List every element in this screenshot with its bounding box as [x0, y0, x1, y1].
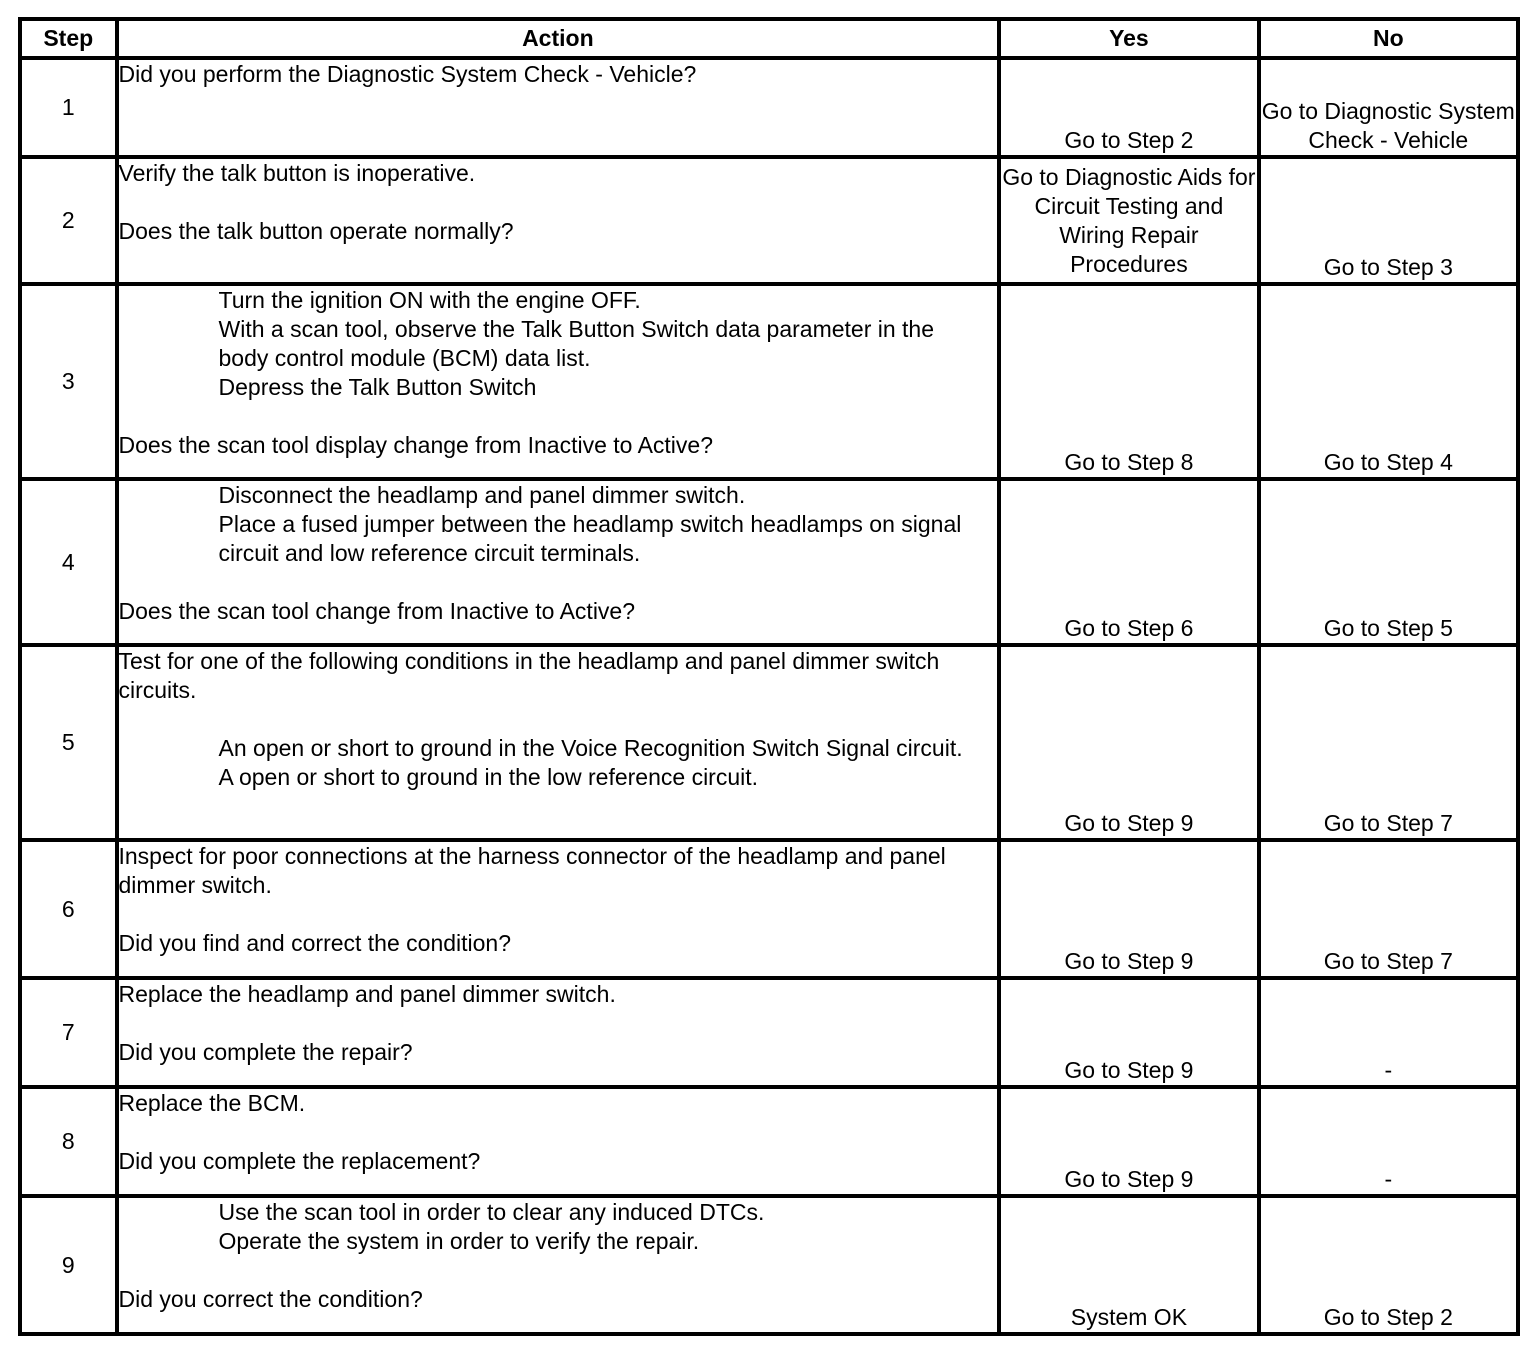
action-question: Does the scan tool display change from Inactive to Active? [118, 432, 713, 458]
action-cell [117, 479, 1000, 645]
table-row [20, 840, 1518, 978]
action-line: Test for one of the following conditions in the headlamp and panel dimmer switch circuits. [118, 648, 946, 703]
step-number: 6 [20, 840, 117, 978]
yes-cell: System OK [999, 1196, 1258, 1334]
no-cell: - [1259, 978, 1518, 1087]
table-row [20, 1196, 1518, 1334]
step-number: 3 [20, 284, 117, 479]
action-cell [117, 157, 1000, 284]
action-question: Did you complete the replacement? [118, 1148, 481, 1174]
table-row [20, 978, 1518, 1087]
action-cell [117, 840, 1000, 978]
no-cell: Go to Step 7 [1259, 645, 1518, 840]
yes-cell: Go to Step 9 [999, 645, 1258, 840]
yes-cell: Go to Step 9 [999, 840, 1258, 978]
action-line: Use the scan tool in order to clear any induced DTCs. [218, 1199, 765, 1225]
header-step: Step [20, 19, 117, 58]
header-action: Action [117, 19, 1000, 58]
no-cell: Go to Diagnostic System Check - Vehicle [1259, 58, 1518, 157]
action-line: A open or short to ground in the low reference circuit. [218, 764, 759, 790]
step-number: 2 [20, 157, 117, 284]
header-row [20, 19, 1518, 58]
no-cell: Go to Step 4 [1259, 284, 1518, 479]
action-line: Inspect for poor connections at the harness connector of the headlamp and panel dimmer switch. [118, 843, 953, 898]
action-cell [117, 1087, 1000, 1196]
yes-cell: Go to Step 9 [999, 1087, 1258, 1196]
table-row [20, 479, 1518, 645]
step-number: 1 [20, 58, 117, 157]
action-question: Did you find and correct the condition? [118, 930, 512, 956]
table-row [20, 284, 1518, 479]
no-cell: Go to Step 2 [1259, 1196, 1518, 1334]
action-question: Did you complete the repair? [118, 1039, 413, 1065]
step-number: 4 [20, 479, 117, 645]
yes-cell: Go to Step 8 [999, 284, 1258, 479]
table-row [20, 157, 1518, 284]
header-no: No [1259, 19, 1518, 58]
table-row [20, 58, 1518, 157]
step-number: 9 [20, 1196, 117, 1334]
action-line: Disconnect the headlamp and panel dimmer switch. [218, 482, 746, 508]
no-cell: Go to Step 7 [1259, 840, 1518, 978]
action-cell [117, 58, 1000, 157]
action-cell [117, 1196, 1000, 1334]
action-cell [117, 645, 1000, 840]
step-number: 5 [20, 645, 117, 840]
action-question: Did you correct the condition? [118, 1286, 423, 1312]
yes-cell: Go to Diagnostic Aids for Circuit Testing and Wiring Repair Procedures [999, 157, 1258, 284]
no-cell: Go to Step 5 [1259, 479, 1518, 645]
action-line: Verify the talk button is inoperative. [118, 160, 476, 186]
action-cell [117, 284, 1000, 479]
yes-cell: Go to Step 6 [999, 479, 1258, 645]
action-line: With a scan tool, observe the Talk Button Switch data parameter in the body control module (BCM) data list. [218, 316, 941, 371]
action-line: An open or short to ground in the Voice Recognition Switch Signal circuit. [218, 735, 963, 761]
step-number: 8 [20, 1087, 117, 1196]
action-line: Operate the system in order to verify the repair. [218, 1228, 700, 1254]
action-line: Place a fused jumper between the headlamp switch headlamps on signal circuit and low reference circuit terminals. [218, 511, 968, 566]
yes-cell: Go to Step 9 [999, 978, 1258, 1087]
no-cell: Go to Step 3 [1259, 157, 1518, 284]
yes-cell: Go to Step 2 [999, 58, 1258, 157]
diagnostic-table [18, 17, 1520, 1336]
action-question: Does the scan tool change from Inactive to Active? [118, 598, 636, 624]
no-cell: - [1259, 1087, 1518, 1196]
table-row [20, 645, 1518, 840]
table-row [20, 1087, 1518, 1196]
action-line: Replace the headlamp and panel dimmer switch. [118, 981, 616, 1007]
action-line: Turn the ignition ON with the engine OFF. [218, 287, 641, 313]
action-line: Did you perform the Diagnostic System Check - Vehicle? [118, 61, 697, 87]
action-cell [117, 978, 1000, 1087]
header-yes: Yes [999, 19, 1258, 58]
action-line: Depress the Talk Button Switch [218, 374, 537, 400]
action-question: Does the talk button operate normally? [118, 218, 514, 244]
step-number: 7 [20, 978, 117, 1087]
action-line: Replace the BCM. [118, 1090, 306, 1116]
